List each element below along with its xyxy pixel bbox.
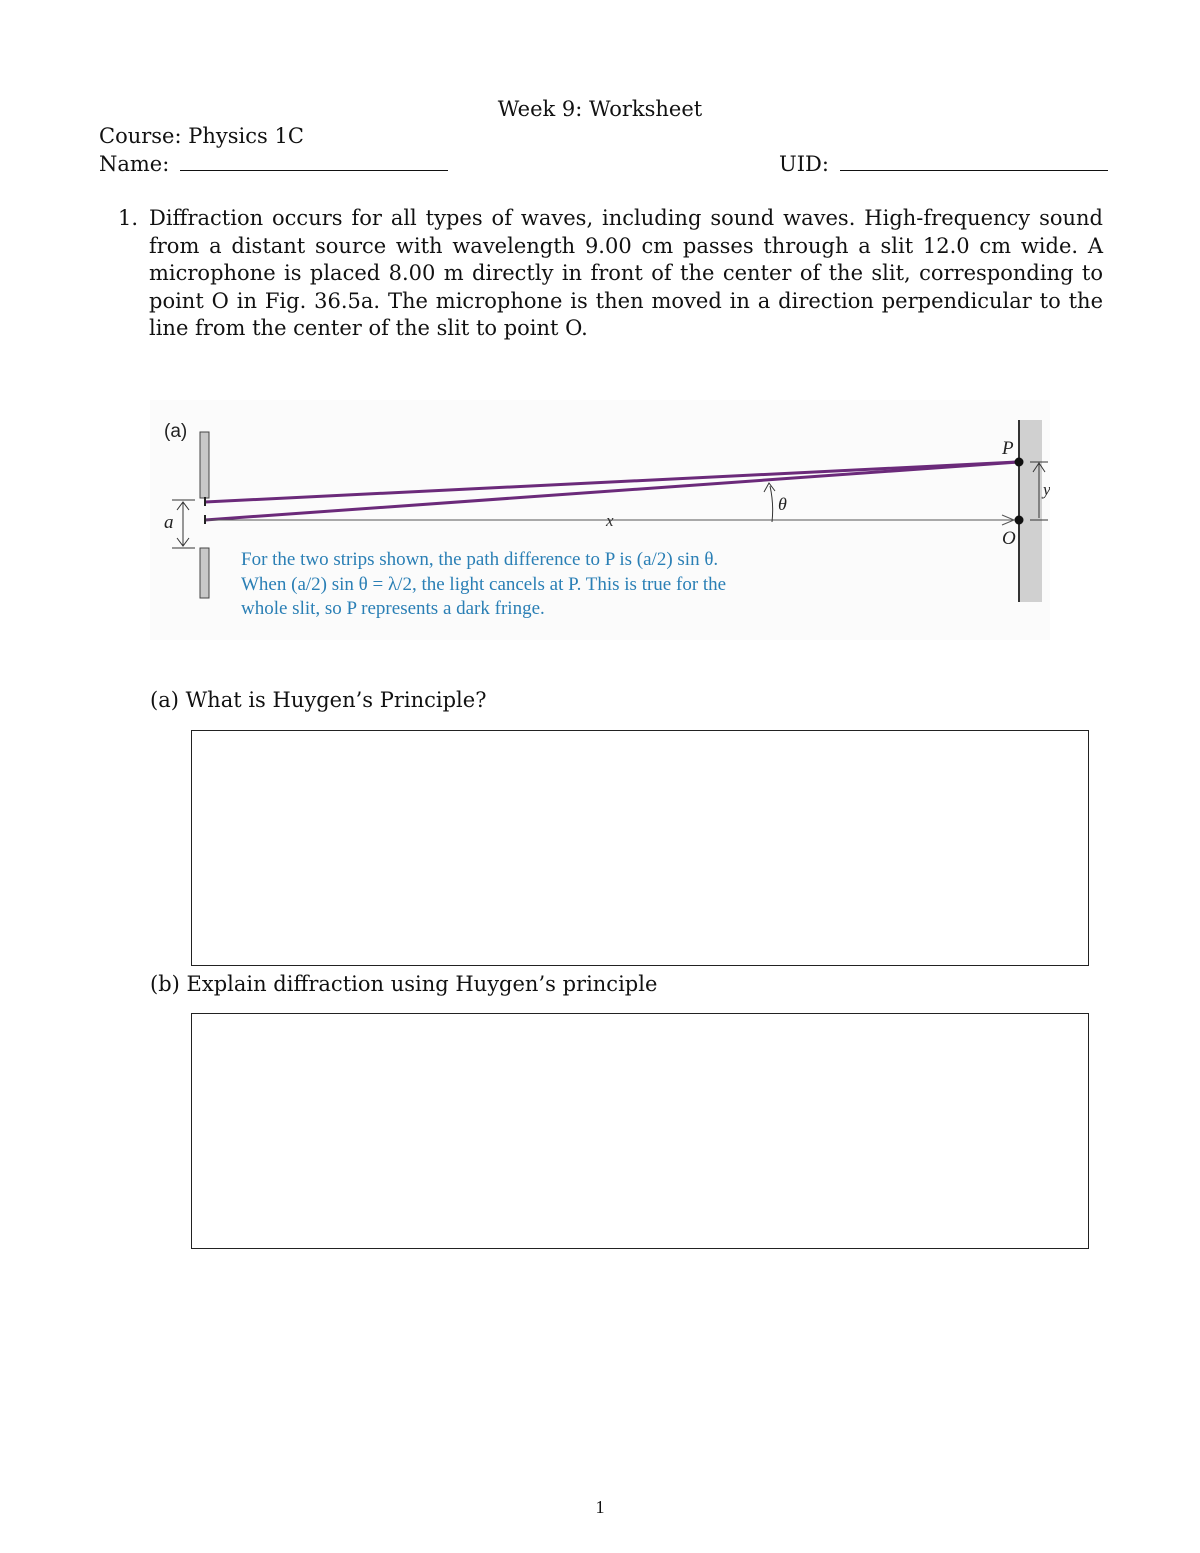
- question-a-label: (a): [150, 688, 179, 712]
- diffraction-diagram: [150, 400, 1050, 640]
- label-O: O: [1002, 528, 1016, 549]
- uid-field[interactable]: [840, 152, 1108, 171]
- course-value: Physics 1C: [188, 124, 304, 148]
- label-P: P: [1002, 438, 1014, 459]
- question-b-text: Explain diffraction using Huygen’s principle: [186, 972, 658, 996]
- question-a-text: What is Huygen’s Principle?: [185, 688, 487, 712]
- name-field[interactable]: [180, 152, 448, 171]
- caption-line-1: For the two strips shown, the path difference to P is (a/2) sin θ.: [241, 549, 719, 570]
- uid-label: UID:: [779, 152, 829, 176]
- course-label: Course:: [99, 124, 182, 148]
- name-line: [99, 152, 448, 176]
- screen: [1018, 420, 1042, 602]
- panel-label: (a): [164, 421, 188, 442]
- label-x: x: [606, 511, 614, 530]
- point-O: [1015, 516, 1024, 525]
- label-theta: θ: [778, 494, 787, 514]
- course-line: [99, 124, 304, 148]
- page-title: Week 9: Worksheet: [497, 97, 703, 121]
- answer-box-a[interactable]: [191, 730, 1089, 966]
- answer-box-b[interactable]: [191, 1013, 1089, 1249]
- label-a: a: [164, 512, 174, 533]
- question-b-label: (b): [150, 972, 180, 996]
- problem-number: 1.: [118, 206, 139, 230]
- caption-line-2: When (a/2) sin θ = λ/2, the light cancels at P. This is true for the: [241, 574, 727, 595]
- point-P: [1015, 458, 1024, 467]
- name-label: Name:: [99, 152, 170, 176]
- page-number: 1: [595, 1497, 605, 1517]
- uid-line: [779, 152, 1108, 176]
- slit-barrier-top: [200, 432, 209, 498]
- question-b: [150, 972, 657, 996]
- diffraction-figure: [150, 400, 1050, 640]
- label-y: y: [1043, 480, 1050, 499]
- problem-1: [118, 205, 1103, 343]
- question-a: [150, 688, 486, 712]
- slit-barrier-bottom: [200, 548, 209, 598]
- problem-text: Diffraction occurs for all types of waves, including sound waves. High-frequency sound from a distant source with wavelength 9.00 cm passes through a slit 12.0 cm wide. A microphone is placed 8.00 m directly in front of the center of the slit, corresponding to point O in Fig. 36.5a. The microphone is then moved in a direction perpendicular to the line from the center of the slit to point O.: [149, 206, 1103, 340]
- caption-line-3: whole slit, so P represents a dark fringe.: [241, 598, 545, 619]
